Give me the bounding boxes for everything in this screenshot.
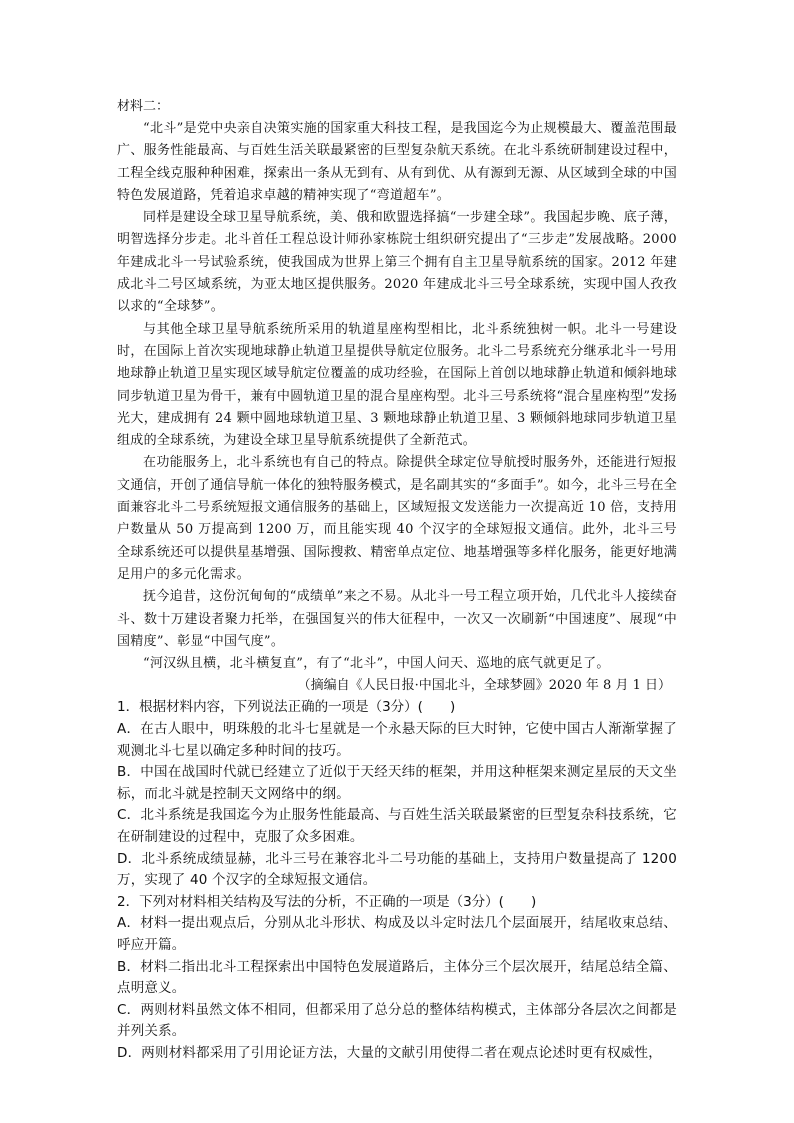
material-paragraph-4: 在功能服务上，北斗系统也有自己的特点。除提供全球定位导航授时服务外，还能进行短报文通信，开创了通信导航一体化的独特服务模式，是名副其实的“多面手”。如今，北斗三号在全面兼容北斗二号系统短报文通信服务的基础上，区域短报文发送能力一次提高近 10 倍，支持用户数量从 50 万提高到 1200 万，而且能实现 40 个汉字的全球短报文通信。此外，北斗三号全球系统还可以提供星基增强、国际搜救、精密单点定位、地基增强等多样化服务，能更好地满足用户的多元化需求。: [117, 455, 677, 582]
material-paragraph-6: “河汉纵且横，北斗横复直”，有了“北斗”，中国人问天、巡地的底气就更足了。: [143, 656, 610, 672]
question-1: [117, 697, 677, 891]
question-option-a: A．在古人眼中，明珠般的北斗七星就是一个永悬天际的巨大时钟，它使中国古人渐渐掌握了观测北斗七星以确定多种时间的技巧。: [117, 721, 677, 759]
question-option-b: B．中国在战国时代就已经建立了近似于天经天纬的框架，并用这种框架来测定星辰的天文坐标，而北斗就是控制天文网络中的纲。: [117, 764, 677, 802]
question-option-c: C．两则材料虽然文体不相同，但都采用了总分总的整体结构模式，主体部分各层次之间都是并列关系。: [117, 1001, 677, 1040]
material-heading: 材料二：: [117, 99, 170, 114]
material-paragraph-1: “北斗”是党中央亲自决策实施的国家重大科技工程，是我国迄今为止规模最大、覆盖范围最广、服务性能最高、与百姓生活关联最紧密的巨型复杂航天系统。在北斗系统研制建设过程中，工程全线克服种种困难，探索出一条从无到有、从有到优、从有源到无源、从区域到全球的中国特色发展道路，凭着追求卓越的精神实现了“弯道超车”。: [117, 121, 677, 203]
material-paragraph-2: 同样是建设全球卫星导航系统，美、俄和欧盟选择搞“一步建全球”。我国起步晚、底子薄，明智选择分步走。北斗首任工程总设计师孙家栋院士组织研究提出了“三步走”发展战略。2000 年建成北斗一号试验系统，使我国成为世界上第三个拥有自主卫星导航系统的国家。2012 年建成北斗二号区域系统，为亚太地区提供服务。2020 年建成北斗三号全球系统，实现中国人孜孜以求的“全球梦”。: [117, 210, 677, 315]
question-option-c: C．北斗系统是我国迄今为止服务性能最高、与百姓生活关联最紧密的巨型复杂科技系统，它在研制建设的过程中，克服了众多困难。: [117, 807, 677, 845]
question-option-d: D．北斗系统成绩显赫，北斗三号在兼容北斗二号功能的基础上，支持用户数量提高了 1200 万，实现了 40 个汉字的全球短报文通信。: [117, 850, 677, 889]
question-stem: 2．下列对材料相关结构及写法的分析，不正确的一项是（3分）( ): [117, 893, 537, 910]
question-option-b: B．材料二指出北斗工程探索出中国特色发展道路后，主体分三个层次展开，结尾总结全篇、点明意义。: [117, 958, 677, 997]
material-paragraph-5: 抚今追昔，这份沉甸甸的“成绩单”来之不易。从北斗一号工程立项开始，几代北斗人接续奋斗、数十万建设者聚力托举，在强国复兴的伟大征程中，一次又一次刷新“中国速度”、展现“中国精度”、彰显“中国气度”。: [117, 589, 677, 649]
question-stem: 1．根据材料内容，下列说法正确的一项是（3分）( ): [117, 699, 456, 716]
question-option-a: A．材料一提出观点后，分别从北斗形状、构成及以斗定时法几个层面展开，结尾收束总结、呼应开篇。: [117, 915, 677, 953]
question-option-d: D．两则材料都采用了引用论证方法，大量的文献引用使得二者在观点论述时更有权威性，: [117, 1044, 662, 1061]
material-paragraph-3: 与其他全球卫星导航系统所采用的轨道星座构型相比，北斗系统独树一帜。北斗一号建设时，在国际上首次实现地球静止轨道卫星提供导航定位服务。北斗二号系统充分继承北斗一号用地球静止轨道卫星实现区域导航定位覆盖的成功经验，在国际上首创以地球静止轨道和倾斜地球同步轨道卫星为骨干，兼有中圆轨道卫星的混合星座构型。北斗三号系统将“混合星座构型”发扬光大，建成拥有 24 颗中圆地球轨道卫星、3 颗地球静止轨道卫星、3 颗倾斜地球同步轨道卫星组成的全球系统，为建设全球卫星导航系统提供了全新范式。: [117, 321, 677, 449]
document-page: [117, 96, 677, 1065]
material-source: （摘编自《人民日报·中国北斗，全球梦圆》2020 年 8 月 1 日）: [297, 678, 671, 694]
question-list: [117, 697, 677, 1064]
question-2: [117, 892, 677, 1065]
